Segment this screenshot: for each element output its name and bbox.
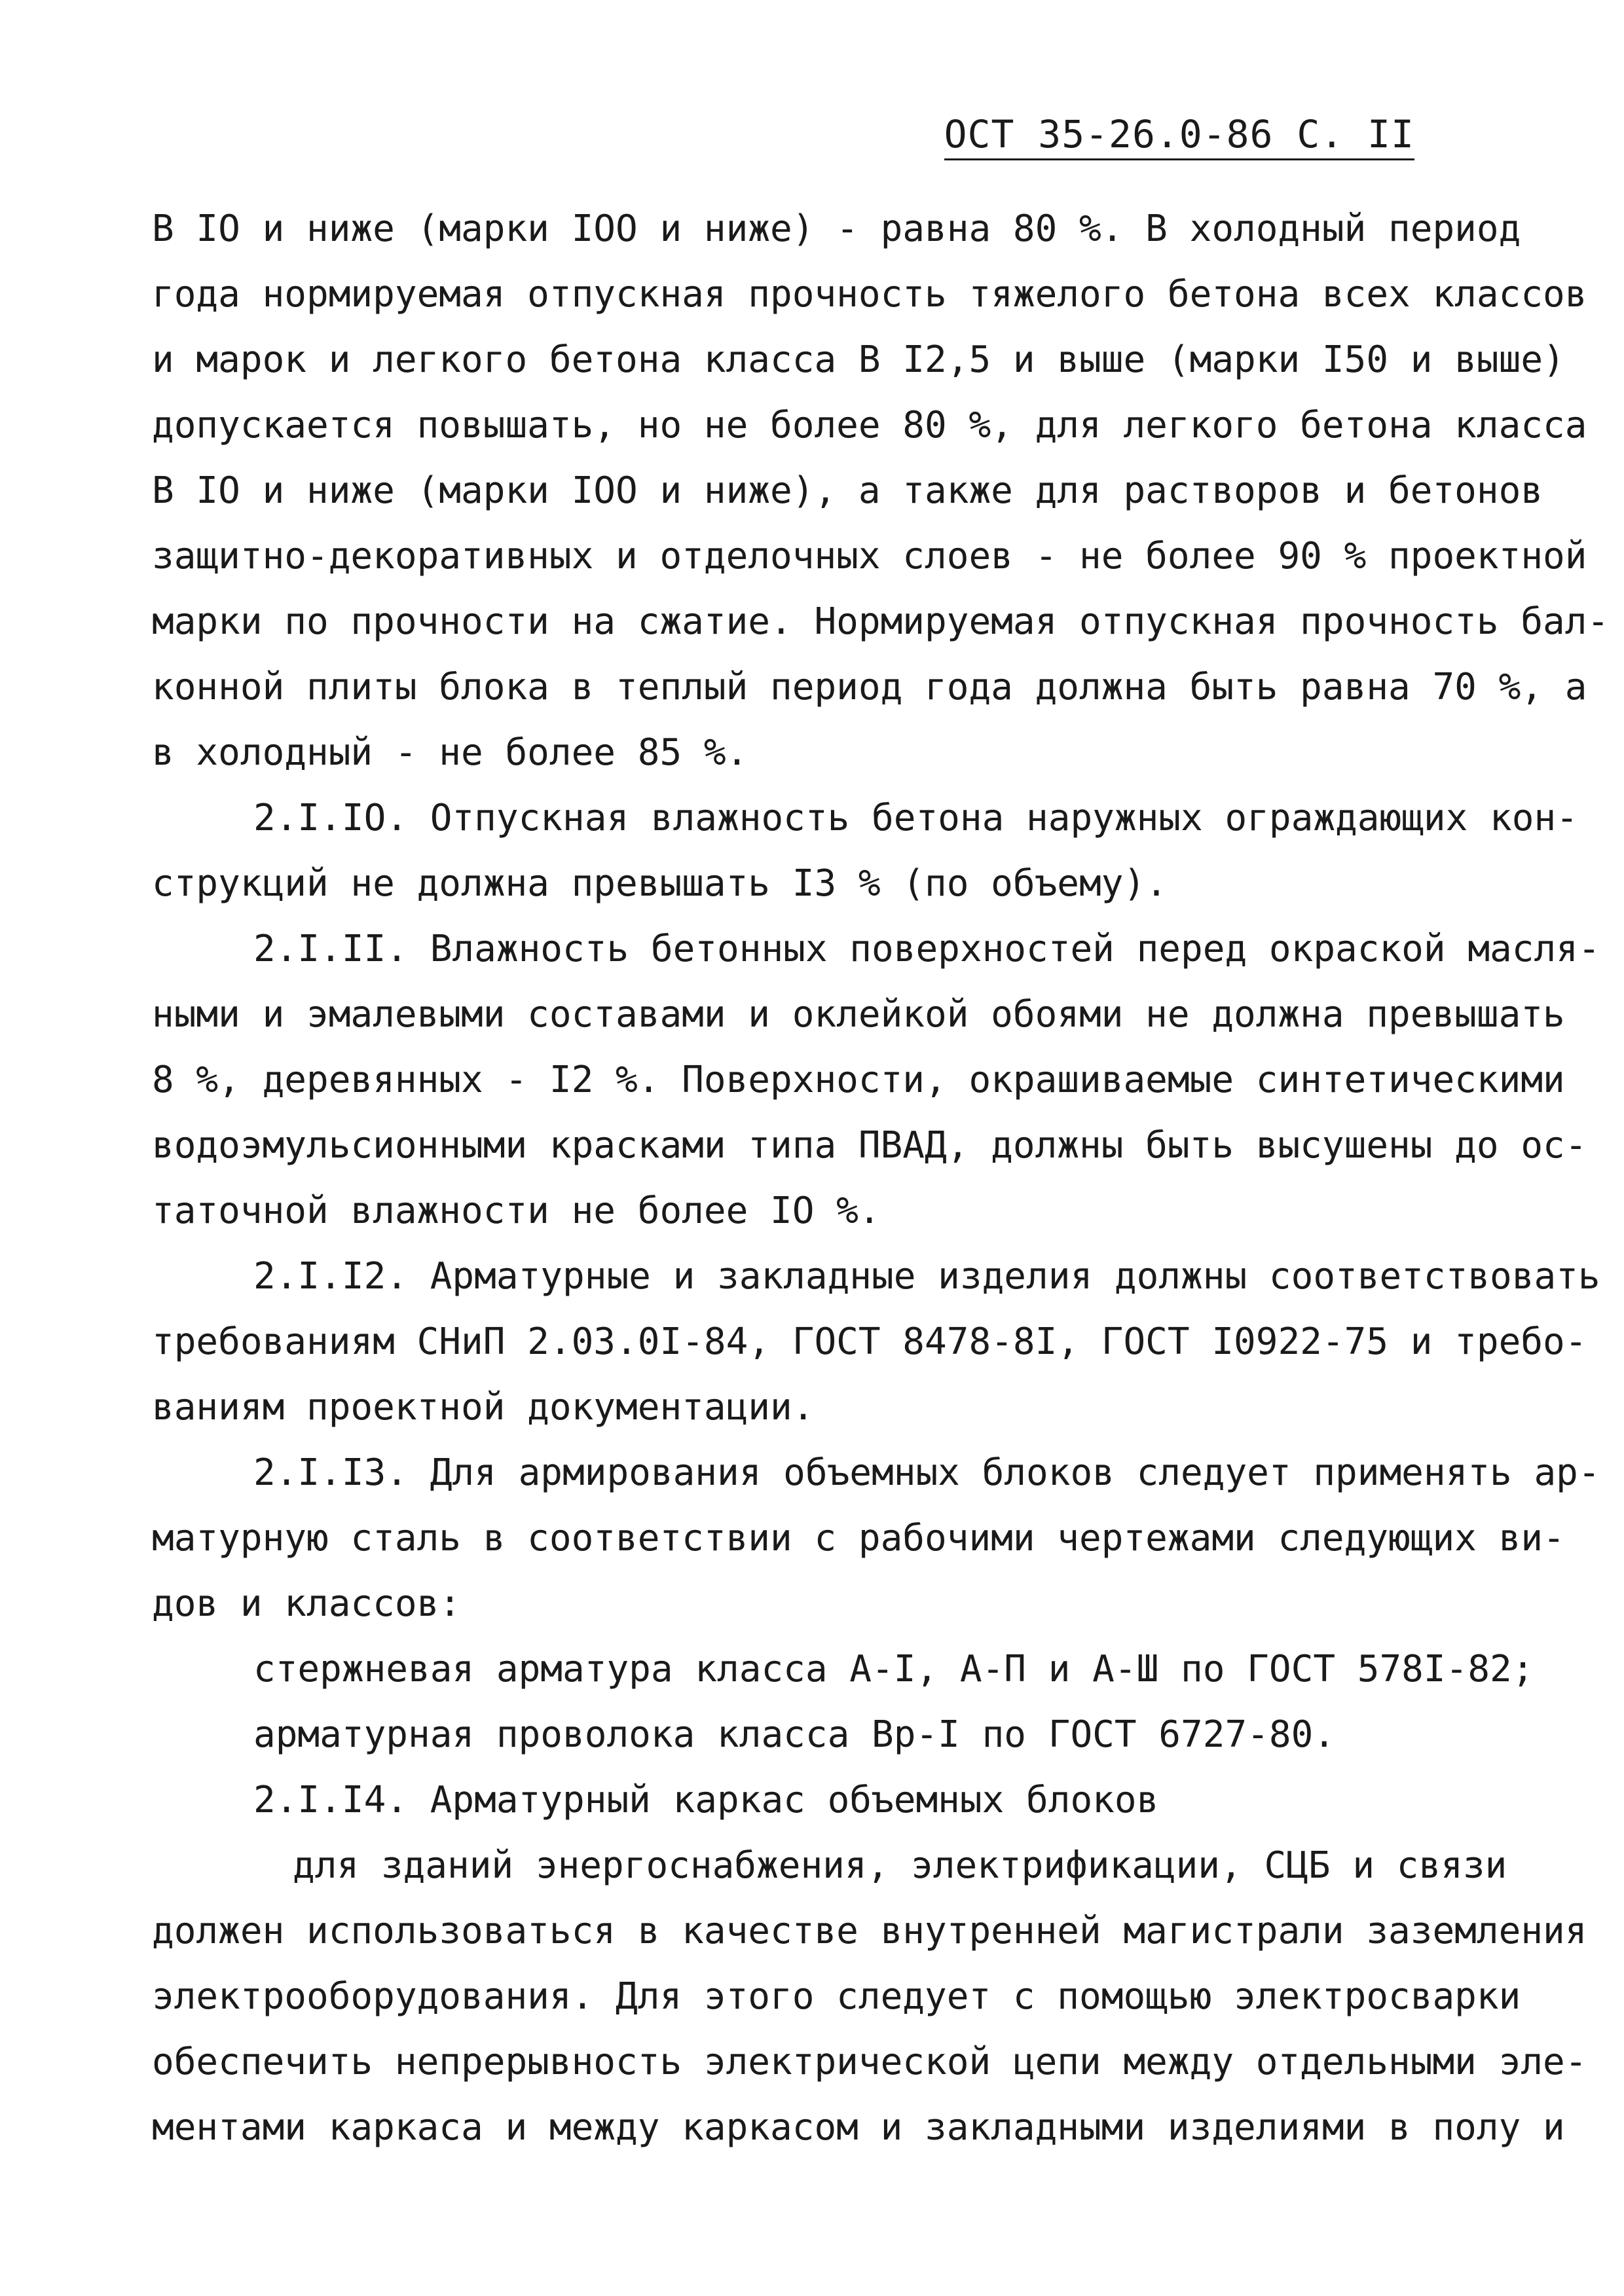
text-line: защитно-декоративных и отделочных слоев - не более 90 % проектной (152, 535, 1587, 577)
text-line: должен использоваться в качестве внутренней магистрали заземления (152, 1910, 1587, 1952)
paragraph-2-1-11-start: 2.I.II. Влажность бетонных поверхностей перед окраской масля- (253, 928, 1600, 970)
list-item-wire-reinforcement: арматурная проволока класса Вр-I по ГОСТ 6727-80. (253, 1713, 1336, 1756)
text-line: конной плиты блока в теплый период года должна быть равна 70 %, а (152, 666, 1587, 708)
text-line: струкций не должна превышать I3 % (по объему). (152, 862, 1168, 905)
text-line: 8 %, деревянных - I2 %. Поверхности, окрашиваемые синтетическими (152, 1059, 1565, 1101)
text-line: требованиям СНиП 2.03.0I-84, ГОСТ 8478-8I, ГОСТ I0922-75 и требо- (152, 1321, 1587, 1363)
text-line: допускается повышать, но не более 80 %, для легкого бетона класса (152, 404, 1587, 446)
text-line: дов и классов: (152, 1582, 462, 1625)
text-line: матурную сталь в соответствии с рабочими чертежами следующих ви- (152, 1517, 1565, 1559)
text-line: для зданий энергоснабжения, электрификации, СЦБ и связи (293, 1844, 1507, 1887)
text-line: В IO и ниже (марки IOO и ниже) - равна 80 %. В холодный период (152, 208, 1521, 250)
text-line: электрооборудования. Для этого следует с помощью электросварки (152, 1975, 1521, 2018)
list-item-rod-reinforcement: стержневая арматура класса А-I, А-П и А-Ш по ГОСТ 578I-82; (253, 1648, 1534, 1690)
text-line: года нормируемая отпускная прочность тяжелого бетона всех классов (152, 273, 1587, 316)
text-line: ментами каркаса и между каркасом и закладными изделиями в полу и (152, 2106, 1565, 2149)
text-line: водоэмульсионными красками типа ПВАД, должны быть высушены до ос- (152, 1124, 1587, 1167)
text-line: ными и эмалевыми составами и оклейкой обоями не должна превышать (152, 993, 1565, 1036)
document-reference-header: ОСТ 35-26.0-86 С. II (944, 111, 1414, 160)
text-line: обеспечить непрерывность электрической цепи между отдельными эле- (152, 2041, 1587, 2083)
paragraph-2-1-13-start: 2.I.I3. Для армирования объемных блоков следует применять ар- (253, 1451, 1600, 1494)
text-line: в холодный - не более 85 %. (152, 731, 748, 774)
text-line: и марок и легкого бетона класса В I2,5 и выше (марки I50 и выше) (152, 338, 1565, 381)
paragraph-2-1-12-start: 2.I.I2. Арматурные и закладные изделия должны соответствовать (253, 1255, 1600, 1298)
paragraph-2-1-10-start: 2.I.IO. Отпускная влажность бетона наружных ограждающих кон- (253, 797, 1578, 839)
paragraph-2-1-14-start: 2.I.I4. Арматурный каркас объемных блоков (253, 1779, 1159, 1821)
text-line: ваниям проектной документации. (152, 1386, 815, 1429)
text-line: марки по прочности на сжатие. Нормируемая отпускная прочность бал- (152, 600, 1610, 643)
document-body (152, 196, 1610, 2160)
text-line: В IO и ниже (марки IOO и ниже), а также для растворов и бетонов (152, 469, 1543, 512)
text-line: таточной влажности не более IO %. (152, 1190, 881, 1232)
